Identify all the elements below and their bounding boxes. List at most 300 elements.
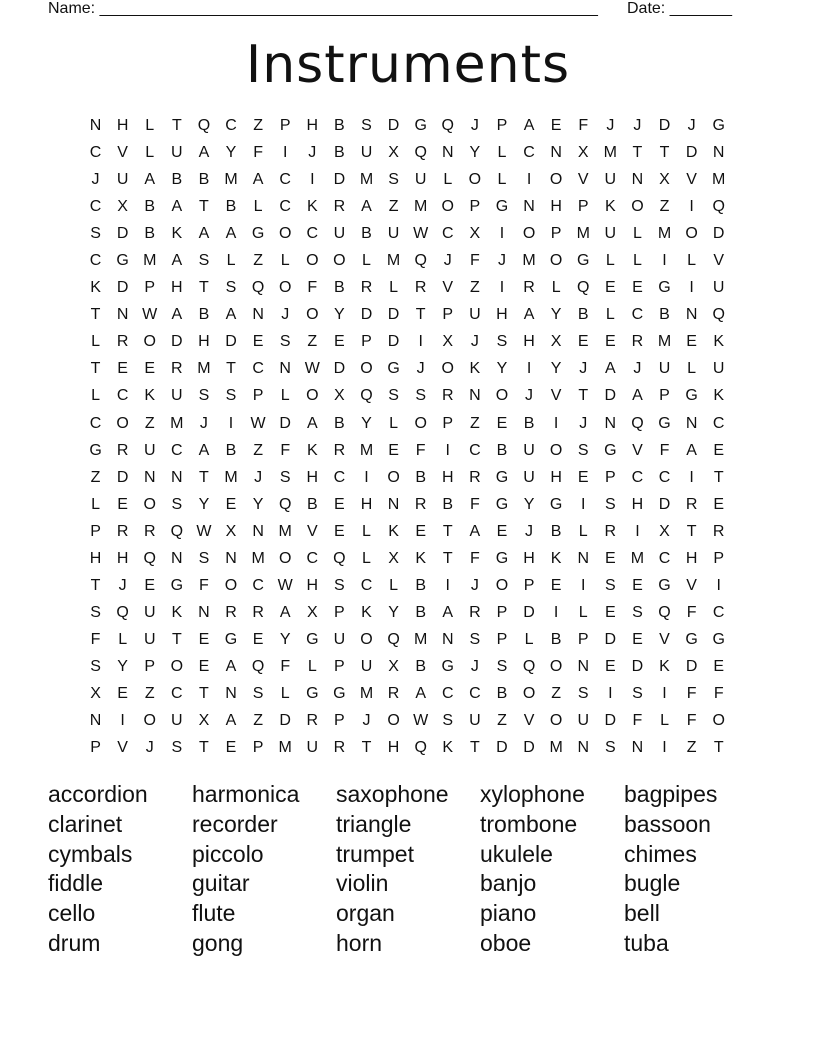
grid-letter: K [713,333,725,351]
grid-letter: Z [469,279,480,297]
grid-letter: I [282,144,288,162]
name-line: Name: ________________________________________________________ [48,0,598,17]
grid-letter: Q [712,198,725,216]
word-item: flute [192,900,236,927]
grid-letter: L [524,630,534,648]
grid-letter: A [252,171,264,189]
grid-letter: S [604,576,616,594]
grid-letter: M [278,522,292,540]
grid-letter: P [659,387,670,405]
word-item: piano [480,900,537,927]
grid-letter: H [550,198,562,216]
grid-letter: K [415,549,426,567]
word-item: saxophone [336,781,449,807]
grid-letter: R [360,279,373,297]
grid-letter: B [198,306,210,324]
grid-letter: X [388,144,399,162]
grid-letter: M [657,333,672,351]
grid-letter: N [252,306,264,324]
grid-letter: J [91,171,100,189]
grid-letter: Y [117,657,128,675]
grid-letter: K [550,549,562,567]
grid-letter: O [333,252,346,270]
grid-letter: R [712,522,725,540]
grid-letter: E [117,360,128,378]
grid-letter: D [658,495,671,513]
word-item: bassoon [624,810,711,837]
grid-letter: E [225,739,237,757]
grid-letter: N [116,306,129,324]
grid-letter: D [604,630,617,648]
grid-letter: C [523,144,535,162]
grid-letter: T [199,684,209,702]
grid-letter: N [252,522,264,540]
grid-letter: V [550,387,562,405]
grid-letter: O [306,252,319,270]
grid-letter: U [469,306,481,324]
grid-letter: E [713,441,725,459]
grid-letter: U [333,630,346,648]
grid-letter: J [470,657,479,675]
grid-letter: M [630,549,645,567]
grid-letter: O [495,576,509,594]
grid-letter: N [469,387,481,405]
grid-letter: V [306,522,318,540]
grid-letter: B [144,198,156,216]
grid-letter: P [334,712,345,730]
grid-letter: U [712,360,725,378]
grid-letter: E [388,441,399,459]
grid-letter: T [713,468,724,486]
grid-letter: O [414,414,427,432]
grid-letter: E [632,576,643,594]
grid-letter: M [414,630,428,648]
grid-letter: X [306,603,318,621]
grid-letter: Y [279,630,291,648]
grid-letter: C [171,441,183,459]
grid-letter: F [307,279,318,297]
grid-letter: G [495,549,509,567]
grid-letter: L [362,522,371,540]
word-item: horn [336,929,383,956]
grid-letter: A [144,171,156,189]
grid-letter: B [523,414,535,432]
grid-letter: P [469,198,481,216]
grid-letter: T [199,198,209,216]
grid-letter: E [686,333,697,351]
grid-letter: E [117,684,128,702]
grid-letter: M [522,252,536,270]
grid-letter: U [143,630,156,648]
grid-row [82,707,732,734]
grid-letter: S [198,387,210,405]
grid-letter: L [145,144,155,162]
grid-letter: K [713,387,725,405]
grid-letter: L [253,198,263,216]
grid-letter: L [226,252,236,270]
grid-letter: N [577,657,590,675]
grid-letter: J [416,360,425,378]
grid-letter: L [91,495,100,513]
grid-letter: Y [496,360,508,378]
grid-letter: F [469,495,480,513]
grid-letter: L [632,225,642,243]
grid-letter: X [469,225,481,243]
grid-letter: N [89,712,102,730]
grid-letter: D [523,739,535,757]
grid-letter: D [712,225,725,243]
grid-letter: I [526,171,532,189]
grid-letter: F [686,684,697,702]
grid-letter: A [225,225,237,243]
grid-letter: I [716,576,721,594]
grid-letter: H [198,333,210,351]
grid-letter: M [197,360,211,378]
grid-letter: S [252,684,264,702]
word-item: clarinet [48,810,123,837]
grid-letter: Y [550,360,562,378]
grid-letter: X [198,712,210,730]
grid-letter: G [306,684,319,702]
grid-letter: H [116,117,129,134]
grid-letter: L [578,522,588,540]
grid-letter: E [334,495,345,513]
grid-letter: T [659,144,670,162]
grid-letter: H [306,468,319,486]
grid-letter: X [550,333,562,351]
grid-letter: B [550,630,562,648]
grid-letter: N [685,306,698,324]
grid-letter: A [171,252,183,270]
grid-letter: L [605,252,615,270]
grid-letter: W [196,522,212,540]
grid-letter: H [89,549,102,567]
grid-letter: D [116,279,129,297]
grid-letter: L [307,657,317,675]
grid-letter: T [361,739,372,757]
grid-letter: V [117,144,128,162]
grid-letter: H [523,549,535,567]
grid-letter: Z [686,739,697,757]
grid-letter: L [280,252,290,270]
grid-letter: A [198,144,210,162]
word-item: gong [192,929,244,956]
grid-letter: M [278,739,292,757]
grid-letter: G [224,630,238,648]
grid-letter: J [606,117,615,134]
grid-row [82,328,732,355]
grid-letter: H [523,333,535,351]
grid-letter: G [712,117,725,134]
grid-letter: G [712,630,725,648]
grid-letter: G [658,279,671,297]
grid-letter: D [225,333,237,351]
grid-letter: E [604,603,616,621]
grid-letter: S [90,657,101,675]
grid-letter: O [522,684,536,702]
grid-letter: R [171,360,183,378]
grid-letter: G [685,630,698,648]
grid-letter: S [171,739,183,757]
grid-letter: K [469,360,481,378]
grid-letter: F [686,712,697,730]
grid-letter: D [658,117,671,134]
grid-letter: A [523,117,535,134]
grid-letter: B [496,441,508,459]
grid-letter: T [632,144,643,162]
grid-letter: Z [90,468,101,486]
grid-letter: Z [469,414,480,432]
grid-letter: K [306,198,318,216]
grid-letter: N [225,684,237,702]
grid-letter: C [712,603,725,621]
grid-letter: P [334,603,345,621]
word-row [48,810,768,840]
grid-letter: J [579,360,588,378]
grid-letter: I [120,712,125,730]
grid-letter: O [495,387,509,405]
grid-letter: Q [387,630,400,648]
grid-letter: F [686,603,697,621]
grid-letter: F [713,684,724,702]
grid-letter: I [581,495,586,513]
grid-letter: P [496,630,508,648]
grid-letter: E [604,549,616,567]
grid-letter: E [496,414,508,432]
grid-letter: C [116,387,129,405]
grid-letter: X [659,522,670,540]
grid-letter: E [198,657,210,675]
grid-letter: C [225,117,237,134]
grid-letter: M [170,414,184,432]
grid-letter: H [685,549,698,567]
grid-row [82,166,732,193]
grid-letter: B [577,306,589,324]
grid-letter: V [632,441,643,459]
grid-letter: H [631,495,644,513]
grid-letter: I [499,279,505,297]
grid-letter: L [605,306,615,324]
grid-letter: N [631,739,644,757]
grid-letter: N [441,144,454,162]
grid-letter: X [659,171,670,189]
grid-letter: L [687,360,697,378]
word-item: drum [48,929,101,956]
grid-letter: I [553,603,559,621]
grid-letter: U [604,171,617,189]
grid-letter: D [387,333,400,351]
grid-letter: N [577,549,590,567]
grid-letter: Z [253,117,263,134]
grid-letter: O [549,712,563,730]
grid-letter: X [117,198,128,216]
grid-letter: N [523,198,535,216]
grid-letter: Y [225,144,237,162]
grid-letter: D [387,306,400,324]
grid-letter: A [361,198,372,216]
grid-letter: Y [469,144,481,162]
grid-letter: B [334,117,345,134]
grid-letter: O [549,252,563,270]
grid-letter: C [631,306,644,324]
grid-letter: C [171,684,183,702]
grid-letter: P [604,468,616,486]
grid-letter: E [415,522,426,540]
grid-letter: J [308,144,317,162]
grid-letter: F [90,630,101,648]
word-item: piccolo [192,840,264,867]
grid-letter: U [306,739,319,757]
grid-letter: J [633,360,642,378]
grid-letter: C [279,198,291,216]
grid-letter: U [171,387,183,405]
grid-letter: Q [577,279,590,297]
grid-letter: E [225,495,237,513]
grid-letter: D [360,306,373,324]
grid-letter: C [89,198,102,216]
grid-letter: S [279,333,291,351]
grid-letter: O [224,576,238,594]
grid-letter: W [277,576,293,594]
grid-letter: L [362,549,371,567]
grid-letter: Q [631,414,644,432]
grid-letter: A [171,198,183,216]
grid-row [82,193,732,220]
grid-letter: C [712,414,725,432]
word-item: fiddle [48,870,103,897]
grid-letter: I [418,333,423,351]
grid-letter: F [469,252,480,270]
grid-letter: O [143,712,156,730]
grid-row [82,437,732,464]
grid-letter: O [522,225,536,243]
grid-letter: U [360,144,373,162]
grid-letter: U [414,171,427,189]
grid-letter: O [549,171,563,189]
grid-letter: S [604,739,616,757]
grid-letter: Y [252,495,264,513]
grid-letter: L [91,333,100,351]
grid-letter: S [361,117,372,134]
grid-letter: P [496,603,508,621]
grid-letter: E [577,333,589,351]
word-item: accordion [48,781,148,807]
grid-letter: R [414,495,427,513]
grid-letter: Y [198,495,210,513]
grid-letter: V [117,739,128,757]
grid-row [82,680,732,707]
word-item: bagpipes [624,781,718,807]
grid-letter: E [550,117,562,134]
grid-row [82,301,732,328]
grid-letter: Q [278,495,292,513]
grid-letter: N [577,739,590,757]
word-item: harmonica [192,781,300,807]
grid-letter: T [90,306,101,324]
grid-letter: G [658,576,671,594]
grid-letter: G [414,117,427,134]
grid-letter: G [495,468,509,486]
grid-letter: C [631,468,644,486]
grid-letter: U [523,441,535,459]
grid-letter: P [577,198,589,216]
grid-letter: D [279,712,291,730]
grid-letter: A [604,360,616,378]
grid-letter: I [581,576,586,594]
grid-row [82,734,732,761]
grid-letter: B [442,495,454,513]
grid-letter: O [278,225,292,243]
grid-letter: Z [307,333,318,351]
grid-letter: M [359,171,374,189]
grid-letter: J [470,576,479,594]
grid-letter: Z [253,441,263,459]
grid-letter: A [225,712,237,730]
grid-letter: Z [253,712,263,730]
grid-letter: D [387,117,400,134]
grid-letter: D [333,360,346,378]
grid-row [82,274,732,301]
grid-letter: R [306,712,319,730]
grid-letter: P [252,387,264,405]
grid-letter: K [442,739,454,757]
grid-letter: O [549,441,563,459]
grid-letter: R [225,603,237,621]
grid-letter: B [415,603,426,621]
grid-letter: D [523,603,535,621]
grid-letter: K [171,225,183,243]
grid-letter: L [551,279,561,297]
grid-letter: D [279,414,291,432]
grid-letter: D [333,171,346,189]
grid-row [82,382,732,409]
grid-letter: V [686,576,697,594]
grid-letter: O [143,495,156,513]
grid-letter: E [713,657,725,675]
grid-letter: S [415,387,426,405]
grid-letter: S [334,576,345,594]
grid-letter: N [712,144,725,162]
grid-letter: F [659,441,670,459]
grid-letter: D [116,468,129,486]
grid-letter: U [171,712,183,730]
grid-letter: M [414,198,428,216]
grid-letter: J [118,576,127,594]
grid-letter: O [360,360,373,378]
grid-letter: H [441,468,454,486]
grid-letter: M [143,252,157,270]
grid-letter: I [445,576,450,594]
grid-letter: E [632,630,643,648]
grid-letter: D [171,333,183,351]
grid-letter: J [254,468,263,486]
grid-letter: O [549,657,563,675]
grid-letter: H [496,306,508,324]
grid-letter: J [145,739,154,757]
grid-letter: U [469,712,481,730]
grid-letter: E [604,279,616,297]
grid-letter: U [658,360,671,378]
grid-letter: G [577,252,590,270]
grid-letter: M [359,684,374,702]
grid-letter: J [525,522,534,540]
grid-letter: Y [388,603,399,621]
grid-letter: B [198,171,210,189]
grid-letter: O [306,306,319,324]
grid-letter: O [278,549,292,567]
grid-letter: D [685,657,698,675]
grid-letter: P [442,414,454,432]
